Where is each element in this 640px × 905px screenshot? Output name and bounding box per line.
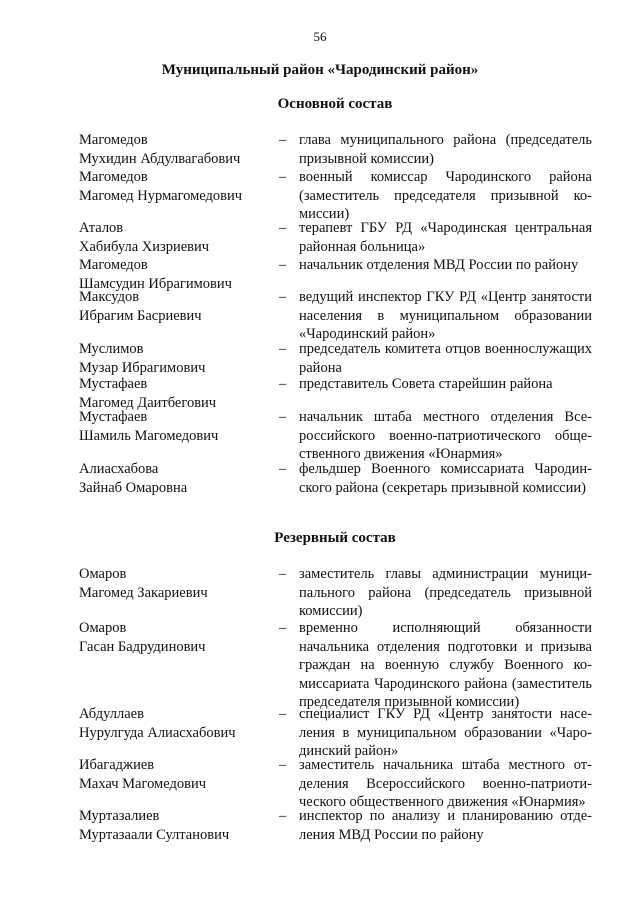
member-name (79, 219, 209, 256)
member-given-names: Музар Ибрагимович (79, 359, 206, 376)
dash-separator: – (279, 757, 287, 773)
member-role: представитель Совета старейшин района (299, 376, 553, 392)
reserve-composition-heading: Резервный состав (274, 530, 396, 546)
member-name (79, 756, 206, 793)
member-name (79, 168, 242, 205)
dash-separator: – (279, 257, 287, 273)
dash-separator: – (279, 376, 287, 392)
member-role: военный комиссар Чародинского района (заместитель председателя призывной комиссии) (299, 169, 592, 223)
dash-separator: – (279, 620, 287, 636)
dash-separator: – (279, 169, 287, 185)
member-surname: Магомедов (79, 169, 148, 185)
dash-separator: – (279, 706, 287, 722)
dash-separator: – (279, 341, 287, 357)
member-surname: Муслимов (79, 341, 144, 357)
member-given-names: Мухидин Абдулвагабович (79, 150, 241, 167)
page-number: 56 (313, 29, 327, 44)
dash-separator: – (279, 808, 287, 824)
member-role: глава муниципального района (председатель призывной комиссии) (299, 132, 592, 167)
member-surname: Мустафаев (79, 376, 148, 392)
member-surname: Алиасхабова (79, 461, 159, 477)
member-given-names: Махач Магомедович (79, 775, 206, 792)
member-name (79, 460, 187, 497)
member-role: временно исполняющий обязанности начальника отделения подготовки и призыва граждан на военную службу Военного комиссариата Чародинского района (заместитель председателя призывной комиссии) (299, 620, 592, 711)
member-name (79, 131, 240, 168)
member-role: начальник отделения МВД России по району (299, 257, 579, 273)
member-given-names: Хабибула Хизриевич (79, 238, 210, 255)
member-surname: Магомедов (79, 132, 148, 148)
dash-separator: – (279, 220, 287, 236)
member-role: начальник штаба местного отделения Всероссийского военно-патриотического общественного движения «Юнармия» (299, 409, 592, 463)
member-given-names: Гасан Бадрудинович (79, 638, 206, 655)
dash-separator: – (279, 461, 287, 477)
member-surname: Ибагаджиев (79, 757, 155, 773)
dash-separator: – (279, 566, 287, 582)
member-given-names: Шамиль Магомедович (79, 427, 219, 444)
member-role: заместитель главы администрации муниципального района (председатель призывной комиссии) (299, 566, 592, 620)
member-given-names: Зайнаб Омаровна (79, 479, 188, 496)
member-role: председатель комитета отцов военнослужащих района (299, 341, 592, 376)
page-title: Муниципальный район «Чародинский район» (161, 62, 479, 78)
member-given-names: Шамсудин Ибрагимович (79, 275, 232, 292)
member-surname: Магомедов (79, 257, 148, 273)
member-given-names: Магомед Нурмагомедович (79, 187, 243, 204)
member-surname: Омаров (79, 620, 127, 636)
member-name (79, 565, 208, 602)
member-role: ведущий инспектор ГКУ РД «Центр занятости населения в муниципальном образовании «Чародинский район» (299, 289, 592, 343)
member-role: инспектор по анализу и планированию отделения МВД России по району (299, 808, 592, 843)
member-surname: Омаров (79, 566, 127, 582)
member-surname: Муртазалиев (79, 808, 160, 824)
member-surname: Абдуллаев (79, 706, 144, 722)
member-name (79, 375, 216, 412)
member-surname: Аталов (79, 220, 124, 236)
member-given-names: Магомед Даитбегович (79, 394, 217, 411)
member-name (79, 340, 205, 377)
main-composition-heading: Основной состав (277, 96, 393, 112)
member-surname: Мустафаев (79, 409, 148, 425)
member-given-names: Муртазаали Султанович (79, 826, 230, 843)
member-given-names: Ибрагим Басриевич (79, 307, 202, 324)
dash-separator: – (279, 289, 287, 305)
member-name (79, 619, 205, 656)
member-given-names: Нурулгуда Алиасхабович (79, 724, 236, 741)
member-role: специалист ГКУ РД «Центр занятости населения в муниципальном образовании «Чародинский район» (299, 706, 592, 760)
member-name (79, 705, 236, 742)
member-role: заместитель начальника штаба местного отделения Всероссийского военно-патриотического общественного движения «Юнармия» (299, 757, 592, 811)
member-role: терапевт ГБУ РД «Чародинская центральная районная больница» (299, 220, 592, 255)
member-name (79, 288, 202, 325)
member-given-names: Магомед Закариевич (79, 584, 208, 601)
member-surname: Максудов (79, 289, 140, 305)
dash-separator: – (279, 132, 287, 148)
member-name (79, 807, 229, 844)
dash-separator: – (279, 409, 287, 425)
member-name (79, 408, 218, 445)
member-role: фельдшер Военного комиссариата Чародинского района (секретарь призывной комиссии) (299, 461, 592, 496)
